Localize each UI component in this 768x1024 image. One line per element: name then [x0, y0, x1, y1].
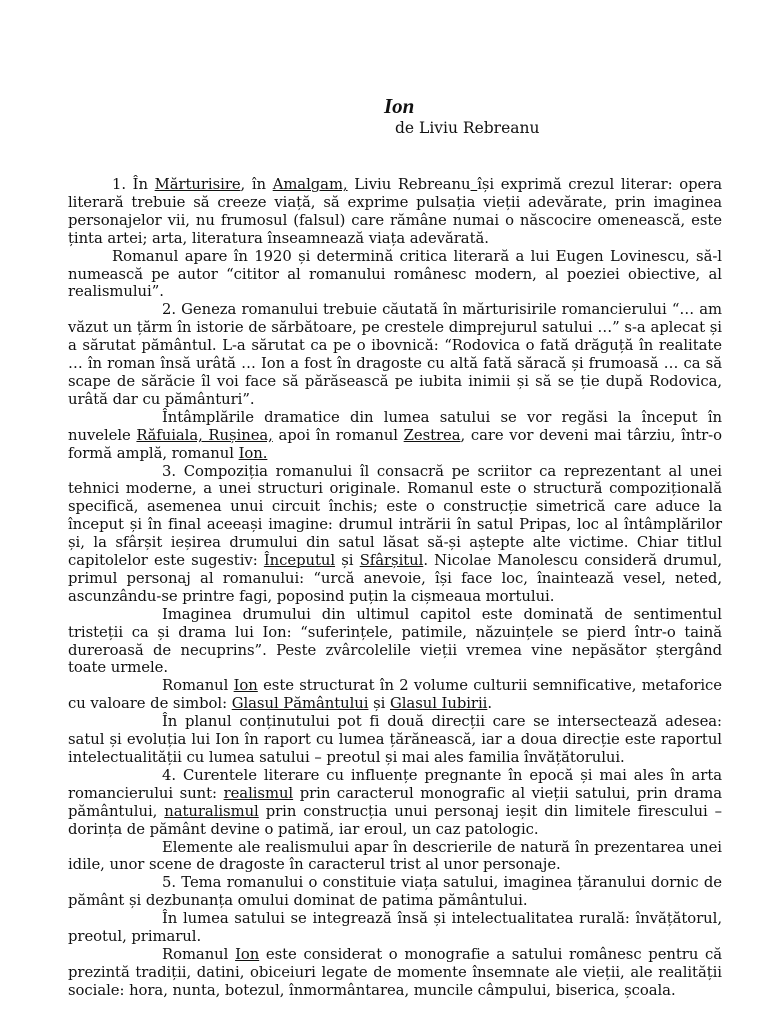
text-run: Elemente ale realismului apar în descrierile de natură în prezentarea unei idile, unor scene de dragoste în caracterul trist al unor personaje. [68, 838, 722, 874]
paragraph [68, 910, 722, 946]
paragraph [68, 839, 722, 875]
text-run: apoi în romanul [272, 426, 404, 444]
paragraph [68, 713, 722, 767]
text-run: În planul conținutului pot fi două direcții care se intersectează adesea: satul și evoluția lui Ion în raport cu lumea țărănească, iar a doua direcție este raportul intelectualității cu lumea satului – preotul și mai ales familia învățătorului. [68, 713, 722, 766]
document-body [68, 176, 722, 1000]
text-run: Romanul [162, 945, 236, 963]
text-run: 2. Geneza romanului trebuie căutată în mărturisirile romancierului “… am văzut un țărm în istorie de sărbătoare, pe crestele dimprejurul satului …” s-a aplecat și a sărutat pământul. L-a sărutat ca pe o ibovnică: “Rodovica o fată drăguță în realitate … în roman însă urâtă … Ion a fost în dragoste cu altă fată săracă și frumoasă … ca să scape de sărăcie îl voi face să părăsească pe iubita inimii și să se ție după Rodovica, urâtă dar cu pământuri”. [68, 301, 722, 408]
document-title: Ion [384, 94, 415, 118]
underlined-term: Răfuiala, Rușinea, [136, 426, 273, 444]
underlined-term: naturalismul [164, 802, 259, 820]
text-run: prin caracterul monografic al vieții satului, prin drama pământului, [68, 784, 723, 820]
underlined-term: Ion [233, 677, 258, 695]
text-run: Întâmplările dramatice din lumea satului se vor regăsi la început în nuvelele [68, 408, 722, 444]
text-run: , care vor deveni mai târziu, într-o formă amplă, romanul [68, 426, 722, 462]
underlined-term: Începutul [263, 552, 336, 570]
paragraph [68, 677, 722, 713]
text-run: . [487, 695, 492, 713]
text-run: își exprimă crezul literar: opera literară trebuie să creeze viață, să exprime pulsația vieții adevărate, prin imaginea personajelor vii, nu frumosul (falsul) care rămâne numai o născocire omenească, este ținta artei; arta, literatura înseamnează viața adevărată. [68, 176, 723, 247]
text-run: . Nicolae Manolescu consideră drumul, primul personaj al romanului: “urcă anevoie, își face loc, înaintează vesel, neted, ascunzându-se printre fagi, poposind puțin la cișmeaua mortului. [68, 552, 722, 605]
text-run: este structurat în 2 volume culturii semnificative, metaforice cu valoare de simbol: [68, 677, 722, 713]
text-run: Romanul [162, 677, 234, 695]
paragraph [68, 606, 722, 678]
paragraph [68, 409, 722, 463]
paragraph [68, 874, 722, 910]
text-run: , în [240, 176, 273, 193]
paragraph [68, 176, 722, 248]
text-run: Imaginea drumului din ultimul capitol este dominată de sentimentul tristeții ca și drama lui Ion: “suferințele, patimile, năzuințele se pierd într-o taină dureroasă de necuprins”. Peste zvârcolelile vieții vremea vine nepăsător ștergând toate urmele. [68, 605, 722, 677]
paragraph [68, 767, 722, 839]
text-run: Liviu Rebreanu [347, 176, 471, 193]
text-run: 1. În [112, 176, 155, 193]
underlined-term: Glasul Iubirii [389, 695, 488, 713]
text-run: În lumea satului se integrează însă și intelectualitatea rurală: învățătorul, preotul, primarul. [68, 910, 722, 946]
underlined-term: Mărturisire [154, 176, 241, 193]
text-run: este considerat o monografie a satului românesc pentru că prezintă tradiții, datini, obiceiuri legate de momente însemnate ale vieții, ale realității sociale: hora, nunta, botezul, înmormântarea, muncile câmpului, biserica, școala. [68, 945, 723, 999]
text-run: Romanul apare în 1920 și determină critica literară a lui Eugen Lovinescu, să-l numească pe autor “cititor al romanului românesc modern, al poeziei obiective, al realismului”. [68, 247, 722, 301]
underlined-term: realismul [223, 784, 294, 802]
paragraph [68, 463, 722, 606]
text-run: prin construcția unui personaj ieșit din limitele firescului – dorința de pământ devine o patimă, iar eroul, un caz patologic. [68, 802, 722, 838]
text-run: 3. Compoziția romanului îl consacră pe scriitor ca reprezentant al unei tehnici moderne, a unei structuri originale. Romanul este o structură compozițională specifică, asemenea unui circuit închis; este o construcție simetrică care aduce la început și în final aceeași imagine: drumul intrării în satul Pripas, loc al întâmplărilor și, la sfârșit ieșirea drumului din satul lăsat să-și aștepte alte victime. Chiar titlul capitolelor este sugestiv: [68, 462, 722, 570]
underlined-term: Glasul Pământului [231, 695, 369, 713]
underlined-term: Amalgam, [272, 176, 348, 193]
paragraph [68, 946, 722, 1000]
paragraph [68, 248, 722, 302]
text-run: 5. Tema romanului o constituie viața satului, imaginea țăranului dornic de pământ și dezbunanța omului dominat de patima pământului. [68, 874, 722, 910]
underlined-term: Ion [235, 945, 260, 963]
text-run: 4. Curentele literare cu influențe pregnante în epocă și mai ales în arta romancierului sunt: [68, 766, 722, 802]
text-run: și [368, 695, 390, 713]
underlined-term: Ion. [238, 444, 268, 462]
paragraph [68, 301, 722, 408]
text-run: și [335, 552, 360, 570]
underlined-term: Sfârșitul [359, 552, 424, 570]
document-subtitle: de Liviu Rebreanu [395, 119, 540, 137]
underlined-term: Zestrea [403, 426, 461, 444]
